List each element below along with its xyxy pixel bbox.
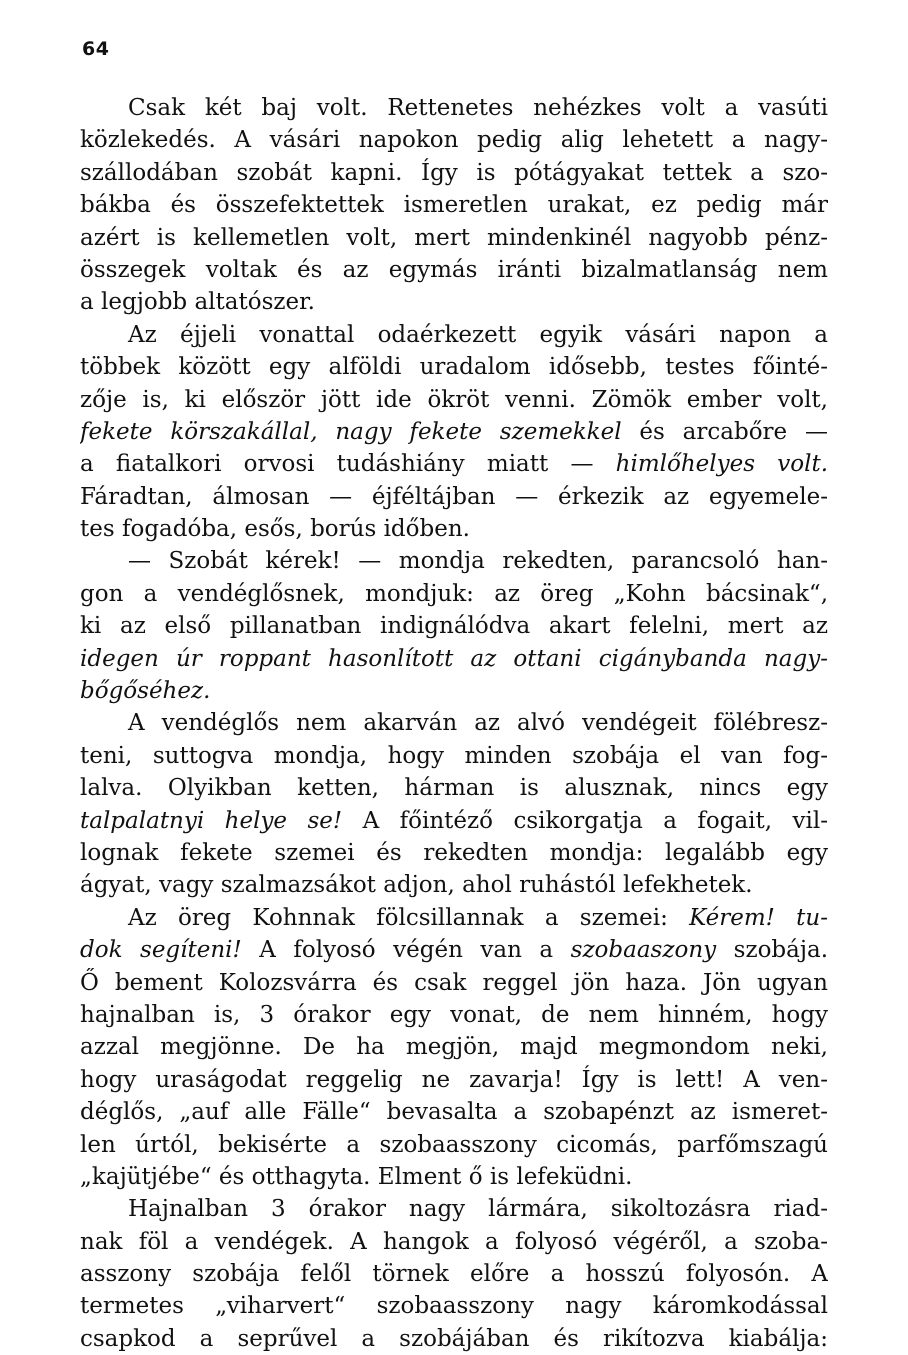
text-run: Az öreg Kohnnak fölcsillannak a szemei: <box>128 904 690 931</box>
text-line <box>80 934 828 966</box>
text-line <box>80 805 828 837</box>
text-line <box>80 481 828 513</box>
text-line <box>80 578 828 610</box>
italic-text: Kérem! tu- <box>689 904 828 931</box>
text-line <box>80 1161 828 1193</box>
text-run: len úrtól, bekisérte a szobaasszony cicomás, parfőmszagú <box>80 1131 828 1158</box>
text-run: Ő bement Kolozsvárra és csak reggel jön haza. Jön ugyan <box>80 969 828 996</box>
text-run: ágyat, vagy szalmazsákot adjon, ahol ruhástól lefekhetek. <box>80 872 753 899</box>
text-run: összegek voltak és az egymás iránti bizalmatlanság nem <box>80 256 828 283</box>
text-line <box>80 740 828 772</box>
body-text <box>80 92 828 1355</box>
text-line <box>80 124 828 156</box>
text-run: csapkod a seprűvel a szobájában és rikítozva kiabálja: <box>80 1325 828 1352</box>
text-line <box>80 1064 828 1096</box>
text-run: hajnalban is, 3 órakor egy vonat, de nem hinném, hogy <box>80 1001 828 1028</box>
text-line <box>80 189 828 221</box>
text-run: tes fogadóba, esős, borús időben. <box>80 516 470 543</box>
text-line <box>80 707 828 739</box>
text-line <box>80 1323 828 1355</box>
text-line <box>80 1129 828 1161</box>
text-run: Hajnalban 3 órakor nagy lármára, sikoltozásra riad- <box>128 1196 828 1223</box>
text-run: a fiatalkori orvosi tudáshiány miatt — <box>80 451 616 478</box>
text-run: nak föl a vendégek. A hangok a folyosó végéről, a szoba- <box>80 1228 828 1255</box>
text-line <box>80 837 828 869</box>
page-number: 64 <box>82 38 110 60</box>
italic-text: dok segíteni! <box>80 937 242 964</box>
text-run: azzal megjönne. De ha megjön, majd megmondom neki, <box>80 1034 828 1061</box>
text-run: A főintéző csikorgatja a fogait, vil- <box>342 807 828 834</box>
text-line <box>80 772 828 804</box>
text-run: lalva. Olyikban ketten, hárman is alusznak, nincs egy <box>80 775 828 802</box>
text-line <box>80 1096 828 1128</box>
text-run: zője is, ki először jött ide ökröt venni. Zömök ember volt, <box>80 386 828 413</box>
italic-text: himlőhelyes volt. <box>615 451 828 478</box>
text-run: déglős, „auf alle Fälle“ bevasalta a szobapénzt az ismeret- <box>80 1099 828 1126</box>
text-run: Csak két baj volt. Rettenetes nehézkes volt a vasúti <box>128 95 828 121</box>
text-run: a legjobb altatószer. <box>80 289 315 316</box>
text-line <box>80 222 828 254</box>
text-run: asszony szobája felől törnek előre a hosszú folyosón. A <box>80 1261 828 1288</box>
text-line <box>80 1290 828 1322</box>
text-line <box>80 416 828 448</box>
text-run: Fáradtan, álmosan — éjféltájban — érkezik az egyemele- <box>80 483 828 510</box>
text-run: termetes „viharvert“ szobaasszony nagy káromkodással <box>80 1293 828 1320</box>
text-line <box>80 448 828 480</box>
italic-text: idegen úr roppant hasonlított az ottani cigánybanda nagy- <box>80 645 828 672</box>
text-line <box>80 513 828 545</box>
text-line <box>80 545 828 577</box>
text-line <box>80 92 828 124</box>
text-line <box>80 319 828 351</box>
italic-text: bőgőséhez. <box>80 678 211 705</box>
text-run: — Szobát kérek! — mondja rekedten, parancsoló han- <box>128 548 828 575</box>
text-line <box>80 286 828 318</box>
text-line <box>80 643 828 675</box>
text-line <box>80 1226 828 1258</box>
text-run: és arcabőre — <box>621 418 828 445</box>
text-run: ki az első pillanatban indignálódva akart felelni, mert az <box>80 613 828 640</box>
text-run: teni, suttogva mondja, hogy minden szobája el van fog- <box>80 742 828 769</box>
text-line <box>80 610 828 642</box>
text-line <box>80 157 828 189</box>
text-run: azért is kellemetlen volt, mert mindenkinél nagyobb pénz- <box>80 224 828 251</box>
text-run: szobája. <box>716 937 828 964</box>
text-line <box>80 1258 828 1290</box>
text-run: gon a vendéglősnek, mondjuk: az öreg „Kohn bácsinak“, <box>80 580 828 607</box>
text-line <box>80 1031 828 1063</box>
italic-text: talpalatnyi helye se! <box>80 807 343 834</box>
text-run: „kajütjébe“ és otthagyta. Elment ő is lefeküdni. <box>80 1163 633 1190</box>
text-line <box>80 384 828 416</box>
text-run: bákba és összefektettek ismeretlen urakat, ez pedig már <box>80 192 828 219</box>
text-run: többek között egy alföldi uradalom idősebb, testes főinté- <box>80 354 828 381</box>
text-line <box>80 351 828 383</box>
text-line <box>80 869 828 901</box>
text-line <box>80 999 828 1031</box>
text-line <box>80 254 828 286</box>
text-run: közlekedés. A vásári napokon pedig alig lehetett a nagy- <box>80 127 828 154</box>
text-run: Az éjjeli vonattal odaérkezett egyik vásári napon a <box>128 321 828 348</box>
text-line <box>80 902 828 934</box>
text-run: A folyosó végén van a <box>241 937 571 964</box>
italic-text: szobaaszony <box>570 937 717 964</box>
italic-text: fekete körszakállal, nagy fekete szemekkel <box>80 418 622 445</box>
text-run: szállodában szobát kapni. Így is pótágyakat tettek a szo- <box>80 159 828 186</box>
text-run: lognak fekete szemei és rekedten mondja: legalább egy <box>80 839 828 866</box>
text-run: hogy uraságodat reggelig ne zavarja! Így is lett! A ven- <box>80 1066 828 1093</box>
text-line <box>80 1193 828 1225</box>
text-run: A vendéglős nem akarván az alvó vendégeit fölébresz- <box>128 710 828 737</box>
text-line <box>80 967 828 999</box>
text-line <box>80 675 828 707</box>
